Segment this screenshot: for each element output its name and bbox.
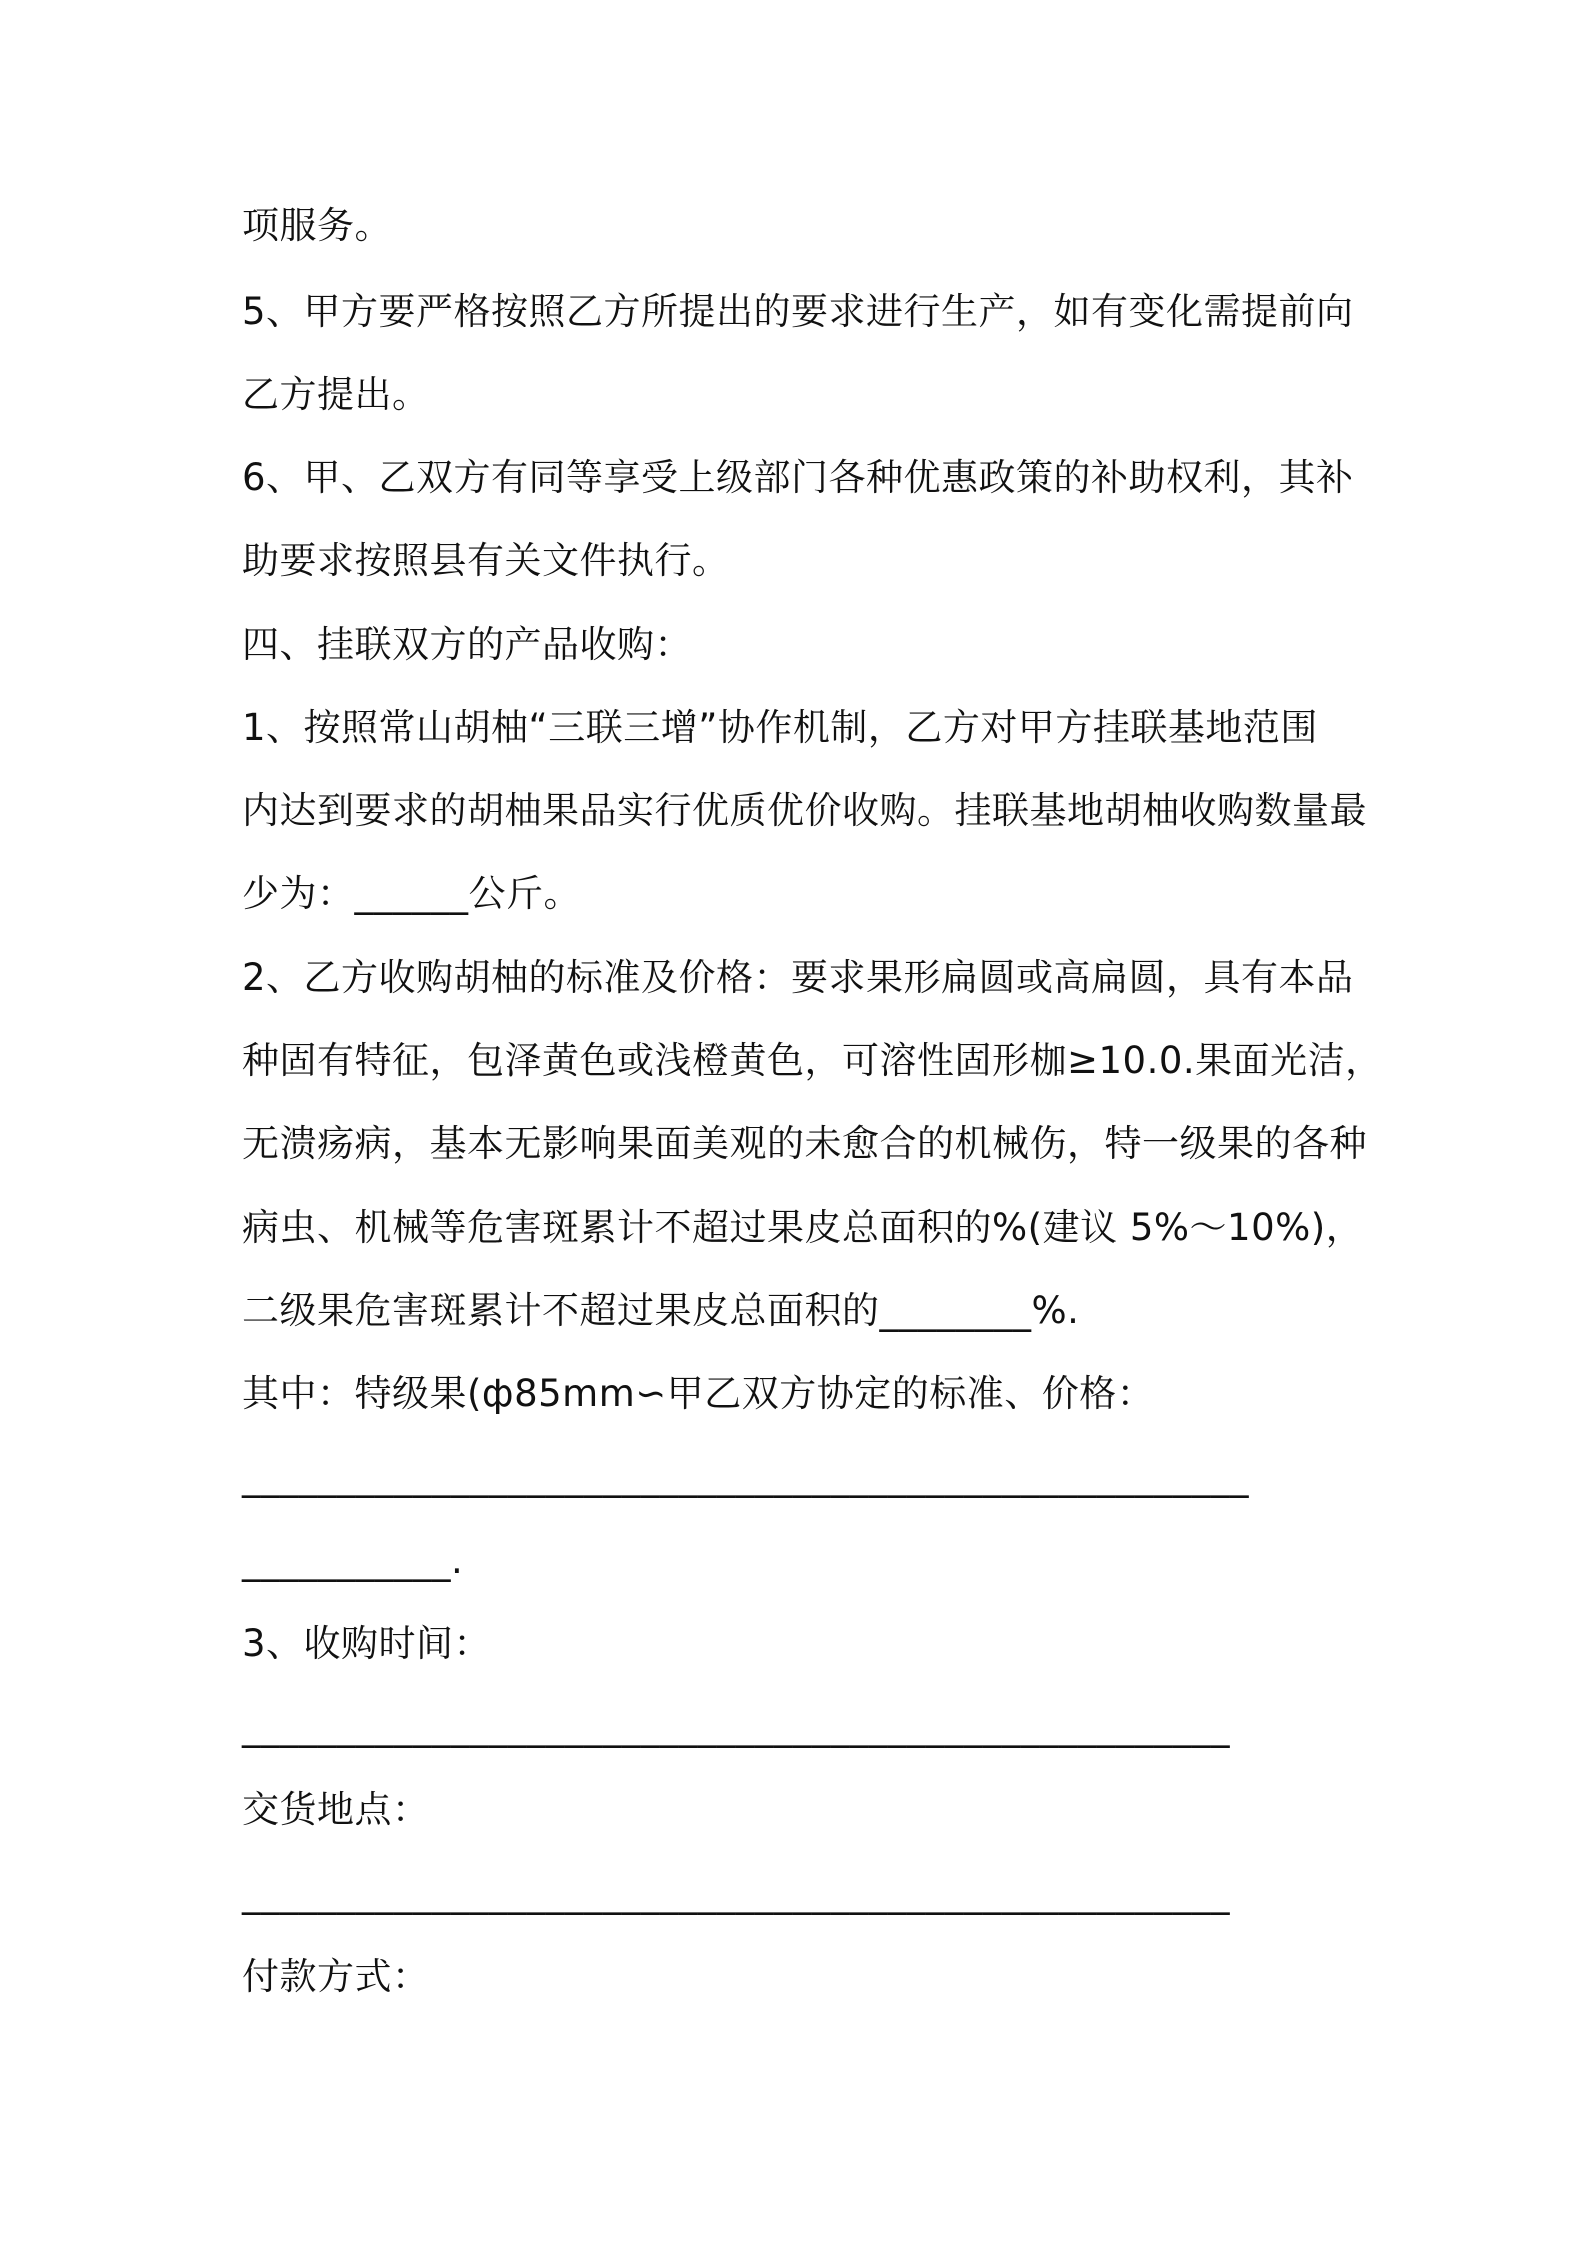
blank-line-1: _____________________________________________________ [242,1455,1249,1498]
blank-line-3: ____________________________________________________ [242,1705,1230,1748]
text-line-14: 二级果危害斑累计不超过果皮总面积的________%. [242,1289,1080,1332]
text-line-5: 助要求按照县有关文件执行。 [242,539,730,582]
text-line-9: 少为：______公斤。 [242,872,581,915]
text-line-18: 3、收购时间： [242,1622,492,1665]
text-line-8: 内达到要求的胡柚果品实行优质优价收购。挂联基地胡柚收购数量最 [242,789,1367,832]
text-line-20: 交货地点： [242,1788,430,1831]
text-line-3: 乙方提出。 [242,373,430,416]
text-line-2: 5、甲方要严格按照乙方所提出的要求进行生产，如有变化需提前向 [242,290,1354,333]
text-line-12: 无溃疡病，基本无影响果面美观的未愈合的机械伤，特一级果的各种 [242,1122,1367,1165]
text-line-22: 付款方式： [242,1955,430,1998]
text-line-4: 6、甲、乙双方有同等享受上级部门各种优惠政策的补助权利，其补 [242,456,1354,499]
blank-line-2: ___________. [242,1539,464,1582]
text-line-7: 1、按照常山胡柚“三联三增”协作机制，乙方对甲方挂联基地范围 [242,706,1318,749]
text-line-1: 项服务。 [242,204,392,247]
text-line-11: 种固有特征，包泽黄色或浅橙黄色，可溶性固形枷≥10.0.果面光洁， [242,1039,1383,1082]
text-line-15: 其中：特级果(ф85mm∽甲乙双方协定的标准、价格： [242,1372,1155,1415]
text-line-13: 病虫、机械等危害斑累计不超过果皮总面积的%(建议 5%～10%)， [242,1206,1364,1249]
text-line-10: 2、乙方收购胡柚的标准及价格：要求果形扁圆或高扁圆，具有本品 [242,956,1354,999]
section-heading: 四、挂联双方的产品收购： [242,623,692,666]
blank-line-4: ____________________________________________________ [242,1872,1230,1915]
